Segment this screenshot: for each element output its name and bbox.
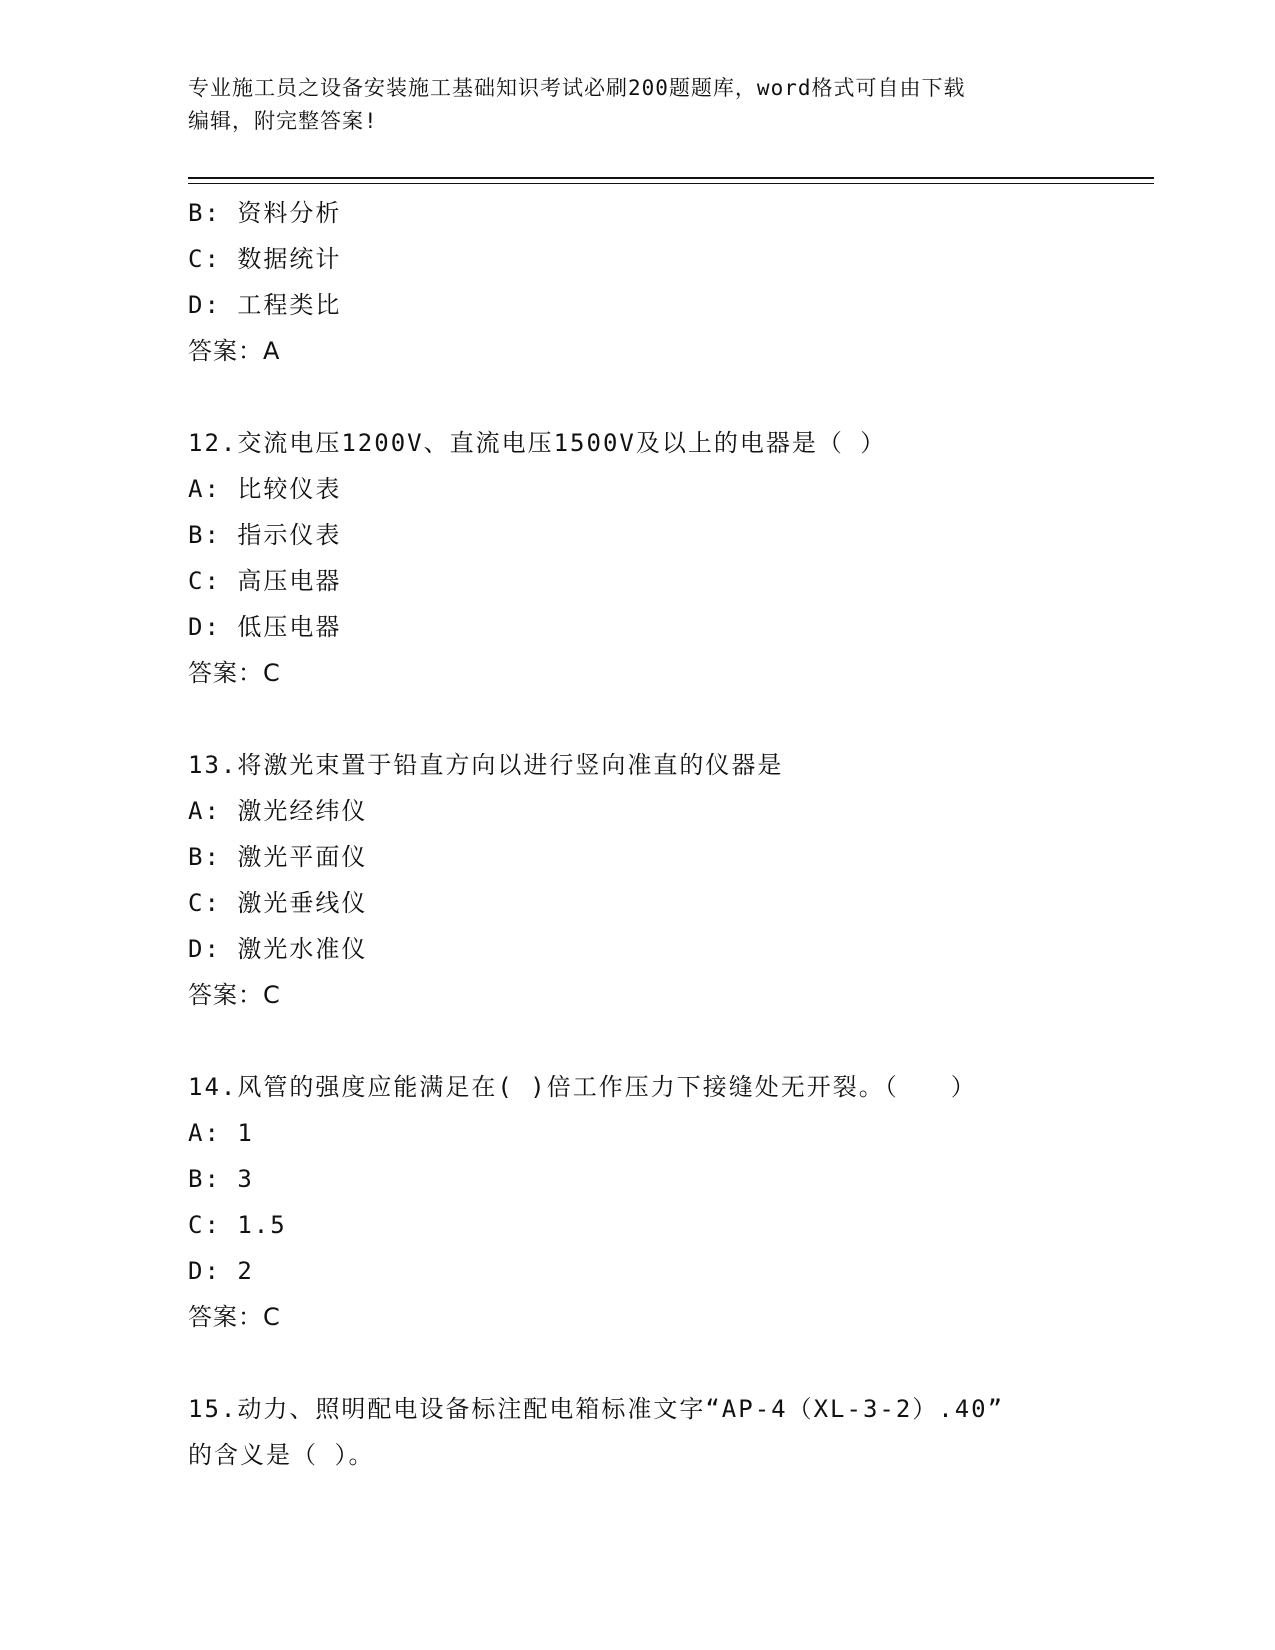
option-d: D: 激光水准仪 xyxy=(188,935,368,963)
question-list xyxy=(188,190,1088,1478)
question-12 xyxy=(188,420,1088,696)
option-a: A: 1 xyxy=(188,1119,254,1147)
option-b: B: 3 xyxy=(188,1165,254,1193)
option-d: D: 工程类比 xyxy=(188,291,342,319)
option-d: D: 2 xyxy=(188,1257,254,1285)
question-stem-line-1: 15.动力、照明配电设备标注配电箱标准文字“AP-4（XL-3-2）.40” xyxy=(188,1395,1005,1423)
header-divider-thick xyxy=(188,177,1154,179)
option-c: C: 1.5 xyxy=(188,1211,287,1239)
header-line-1: 专业施工员之设备安装施工基础知识考试必刷200题题库，word格式可自由下载 xyxy=(188,76,966,100)
question-11-tail xyxy=(188,190,1088,374)
question-15 xyxy=(188,1386,1088,1478)
question-14 xyxy=(188,1064,1088,1340)
question-stem: 13.将激光束置于铅直方向以进行竖向准直的仪器是 xyxy=(188,751,784,779)
answer: 答案：C xyxy=(188,981,281,1009)
spacer xyxy=(188,1018,1088,1064)
header-divider-thin xyxy=(188,183,1154,184)
option-c: C: 高压电器 xyxy=(188,567,342,595)
option-a: A: 比较仪表 xyxy=(188,475,342,503)
question-stem-line-2: 的含义是（ ）。 xyxy=(188,1441,375,1469)
option-b: B: 指示仪表 xyxy=(188,521,342,549)
option-b: B: 激光平面仪 xyxy=(188,843,368,871)
option-b: B: 资料分析 xyxy=(188,199,342,227)
question-13 xyxy=(188,742,1088,1018)
option-c: C: 数据统计 xyxy=(188,245,342,273)
question-stem: 12.交流电压1200V、直流电压1500V及以上的电器是（ ） xyxy=(188,429,887,457)
answer: 答案：C xyxy=(188,659,281,687)
spacer xyxy=(188,1340,1088,1386)
answer: 答案：A xyxy=(188,337,281,365)
spacer xyxy=(188,696,1088,742)
document-header xyxy=(188,72,1088,138)
option-d: D: 低压电器 xyxy=(188,613,342,641)
answer: 答案：C xyxy=(188,1303,281,1331)
question-stem: 14.风管的强度应能满足在( )倍工作压力下接缝处无开裂。（ ） xyxy=(188,1073,977,1101)
header-line-2: 编辑，附完整答案! xyxy=(188,109,378,133)
option-c: C: 激光垂线仪 xyxy=(188,889,368,917)
spacer xyxy=(188,374,1088,420)
option-a: A: 激光经纬仪 xyxy=(188,797,368,825)
